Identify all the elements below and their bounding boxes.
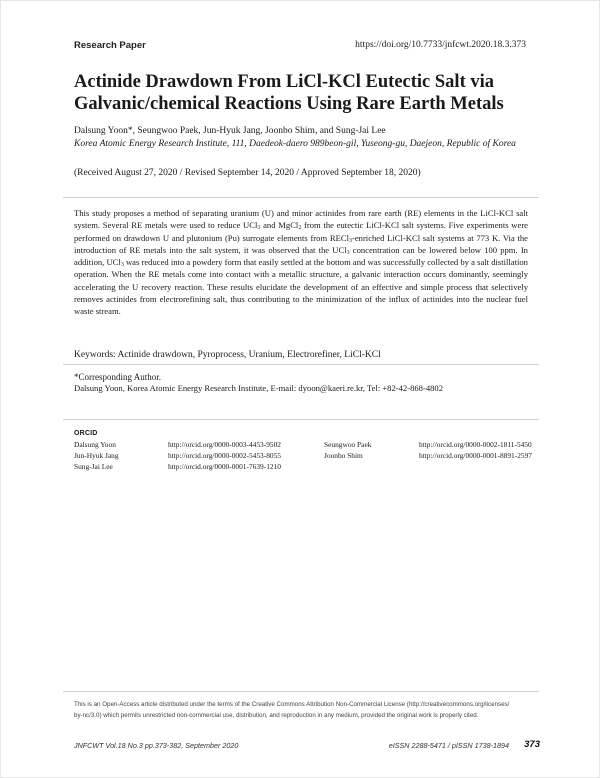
paper-title: Actinide Drawdown From LiCl-KCl Eutectic Salt via Galvanic/chemical Reactions Using Rare Earth Metals: [74, 72, 504, 114]
author-list: Dalsung Yoon*, Seungwoo Paek, Jun-Hyuk Jang, Joonbo Shim, and Sung-Jai Lee: [74, 126, 386, 136]
license-line: by-nc/3.0) which permits unrestricted non-commercial use, distribution, and reproduction in any medium, provided the original work is properly cited.: [74, 712, 479, 719]
orcid-url[interactable]: http://orcid.org/0000-0001-8891-2597: [419, 451, 532, 460]
paper-type-label: Research Paper: [74, 40, 146, 51]
orcid-name: Sung-Jai Lee: [74, 462, 113, 471]
corresponding-author-details: Dalsung Yoon, Korea Atomic Energy Research Institute, E-mail: dyoon@kaeri.re.kr, Tel: +82-42-868-4802: [74, 383, 444, 393]
abstract-text: This study proposes a method of separating uranium (U) and minor actinides from rare earth (RE) elements in the LiCl-KCl salt system. Several RE metals were used to reduce UCl$_3$ and MgCl$_2$ from the eutectic LiCl-KCl salt systems. Five experiments were performed on drawdown U and plutonium (Pu) surrogate elements from RECl$_3$-enriched LiCl-KCl salt systems at 773 K. Via the introduction of RE metals into the salt system, it was observed that the UCl$_3$ concentration can be lowered below 100 ppm. In addition, UCl$_3$ was reduced into a powdery form that easily settled at the bottom and was successfully collected by a salt distillation operation. When the RE metals come into contact with a metallic structure, a galvanic interaction occurs dominantly, seemingly accelerating the U recovery reaction. These results elucidate the development of an effective and simple process that selectively removes actinides from electrorefining salt, thus contributing to the minimization of the influx of actinides into the nuclear fuel waste stream.: [74, 208, 528, 317]
author-affiliation: Korea Atomic Energy Research Institute, 111, Daedeok-daero 989beon-gil, Yuseong-gu, Daejeon, Republic of Korea: [74, 139, 516, 149]
orcid-url[interactable]: http://orcid.org/0000-0002-5453-8055: [168, 451, 281, 460]
orcid-url[interactable]: http://orcid.org/0000-0003-4453-9502: [168, 440, 281, 449]
page-number: 373: [524, 739, 540, 750]
abstract-top-divider: [63, 197, 539, 198]
orcid-url[interactable]: http://orcid.org/0000-0001-7639-1210: [168, 462, 281, 471]
orcid-top-divider: [63, 419, 539, 420]
orcid-name: Jun-Hyuk Jang: [74, 451, 119, 460]
orcid-heading: ORCID: [74, 430, 98, 437]
keywords: Keywords: Actinide drawdown, Pyroprocess, Uranium, Electrorefiner, LiCl-KCl: [74, 350, 381, 360]
doi-link[interactable]: https://doi.org/10.7733/jnfcwt.2020.18.3.373: [355, 40, 526, 50]
orcid-name: Dalsung Yoon: [74, 440, 116, 449]
corresponding-author-heading: *Corresponding Author.: [74, 372, 161, 382]
orcid-url[interactable]: http://orcid.org/0000-0002-1811-5450: [419, 440, 532, 449]
journal-citation: JNFCWT Vol.18 No.3 pp.373-382, September 2020: [74, 741, 239, 750]
abstract: [74, 207, 528, 318]
orcid-name: Seungwoo Paek: [324, 440, 372, 449]
journal-issn: eISSN 2288-5471 / pISSN 1738-1894: [388, 741, 509, 750]
orcid-name: Joonbo Shim: [324, 451, 363, 460]
license-notice: [74, 699, 539, 721]
license-top-divider: [63, 691, 539, 692]
submission-dates: (Received August 27, 2020 / Revised September 14, 2020 / Approved September 18, 2020): [74, 168, 421, 178]
keywords-bottom-divider: [63, 364, 539, 365]
license-line: This is an Open-Access article distributed under the terms of the Creative Commons Attribution Non-Commercial License (http://creativecommons.org/licenses/: [74, 701, 510, 708]
